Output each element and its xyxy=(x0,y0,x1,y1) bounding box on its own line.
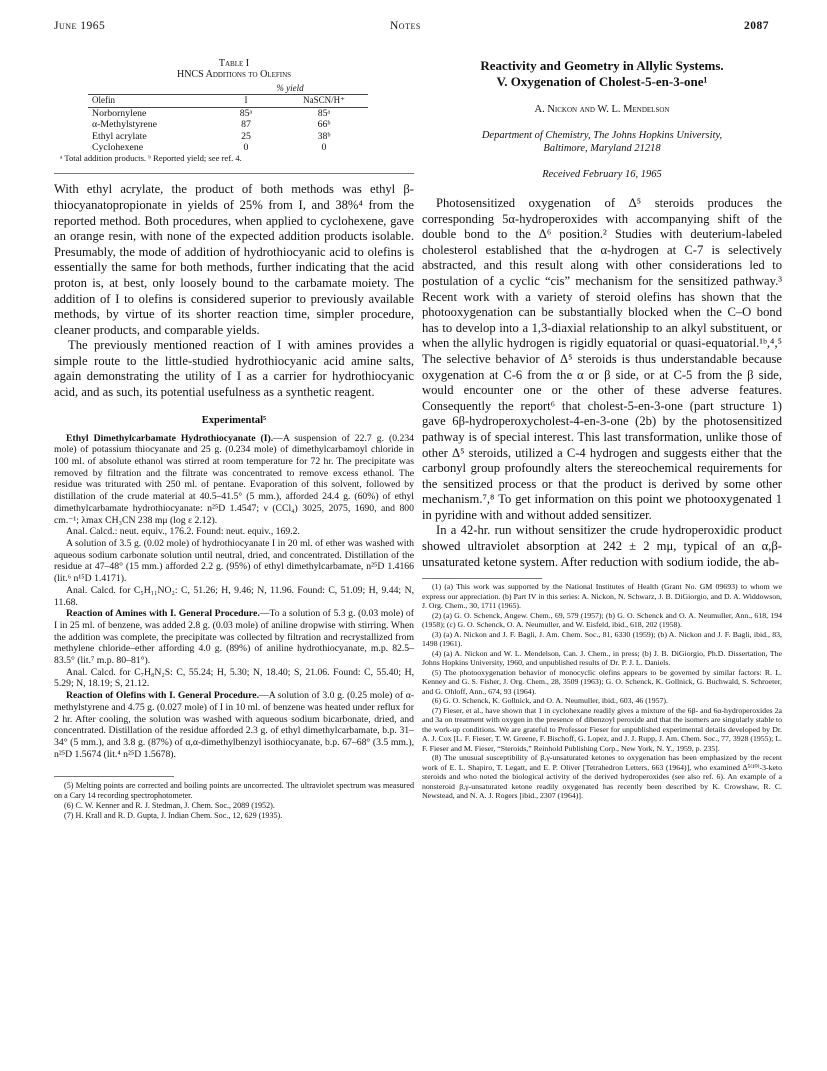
footnote: (5) The photooxygenation behavior of monocyclic olefins appears to be governed by similar factors: R. L. Kenney and G. S. Fisher, J. Org. Chem., 28, 3509 (1963); G. O. Schenck, K. Gollnick, G. Buchwald, S. Schroeter, and G. Ohloff, Ann., 674, 93 (1964). xyxy=(422,667,782,696)
table-cell: 85ᵃ xyxy=(239,107,253,119)
table-header-row xyxy=(88,95,368,107)
footnote: (5) Melting points are corrected and boiling points are uncorrected. The ultraviolet spectrum was measured on a Cary 14 recording spectrophotometer. xyxy=(54,781,414,801)
table-cell: 85ᵃ xyxy=(317,107,331,119)
table-cell: 0 xyxy=(321,142,327,154)
paragraph-lead: Ethyl Dimethylcarbamate Hydrothiocyanate (I). xyxy=(66,432,274,444)
table-title: HNCS Additions to Olefins xyxy=(176,69,292,80)
left-column xyxy=(54,58,414,821)
affiliation-city: Baltimore, Maryland 21218 xyxy=(543,143,661,154)
footnote-divider xyxy=(422,578,542,579)
table-cell: α-Methylstyrene xyxy=(92,119,157,131)
left-body xyxy=(54,182,414,400)
table-cell: 0 xyxy=(243,142,249,154)
paragraph: In a 42-hr. run without sensitizer the crude hydroperoxidic product showed ultraviolet absorption at 242 ± 2 mμ, typical of an α,β-unsaturated ketone system. After reduction with sodium iodide, the ab- xyxy=(422,523,782,569)
footnote: (8) The unusual susceptibility of β,γ-unsaturated ketones to oxygenation has been emphasized by the recent work of E. L. Shapiro, T. Legatt, and E. P. Oliver [Tetrahedron Letters, 663 (1964)], who examined Δ⁵⁽¹⁰⁾-3-keto steroids and who noted the biological activity of the derived hydroperoxides (see also ref. 6). An example of a nonsteroid β,γ-unsaturated ketone readily oxygenated has recently been described by K. Crowshaw, R. C. Newstead, and N. A. J. Rogers [ibid., 2307 (1964)]. xyxy=(422,753,782,801)
paragraph: A solution of 3.5 g. (0.02 mole) of hydrothiocyanate I in 20 ml. of ether was washed with aqueous sodium carbonate solution until neutral, dried, and concentrated. Distillation of the residue at 47–48° (15 mm.) afforded 2.2 g. (95%) of ethyl dimethylcarbamate, n²⁵D 1.4166 (lit.⁶ n¹⁵D 1.4171). xyxy=(54,537,414,585)
paragraph: Anal. Calcd. for C₇H₈N₂S: C, 55.24; H, 5.30; N, 18.40; S, 21.06. Found: C, 55.40; H, 5.29; N, 18.19; S, 21.12. xyxy=(54,666,414,690)
table-cell: Cyclohexene xyxy=(92,142,144,154)
paragraph: With ethyl acrylate, the product of both methods was ethyl β-thiocyanatopropionate in yields of 25% from I, and 38%⁴ from the reported method. Both procedures, when applied to cyclohexene, gave an orange resin, with none of the expected addition products isolable. Presumably, the mode of addition of hydrothiocyanic acid to olefins is essentially the same for both methods, further indicating that the acid proton is, at best, only loosely bound to the carbamate moiety. The addition of I to olefins is considered superior to previously available methods, by virtue of its shorter reaction time, simpler procedure, cleaner products, and comparable yields. xyxy=(54,182,414,337)
left-footnotes xyxy=(54,781,414,821)
table-row xyxy=(88,119,368,130)
table-row xyxy=(88,107,368,119)
running-header-section: Notes xyxy=(390,20,421,32)
divider xyxy=(54,173,414,174)
paragraph: The previously mentioned reaction of I with amines provides a simple route to the little-studied hydrothiocyanic acid amine salts, again demonstrating the utility of I as a carrier for hydrothiocyanic acid, and as such, its potential usefulness as a synthetic reagent. xyxy=(54,338,414,400)
footnote: (6) G. O. Schenck, K. Gollnick, and O. A. Neumuller, ibid., 603, 46 (1957). xyxy=(432,696,668,706)
table-row xyxy=(88,131,368,142)
table-row xyxy=(88,142,368,153)
yield-header: % yield xyxy=(276,83,304,93)
paragraph: Reaction of Amines with I. General Procedure.—To a solution of 5.3 g. (0.03 mole) of I in 25 ml. of benzene, was added 2.8 g. (0.03 mole) of aniline dropwise with stirring. When the addition was complete, the precipitate was collected by filtration and recrystallized from methylene chloride–ether affording 4.0 g. (89%) of aniline hydrothiocyanate, m.p. 82.5–83.5° (lit.⁷ m.p. 80–81°). xyxy=(54,608,414,667)
section-heading: Experimental⁵ xyxy=(201,414,267,426)
running-header-date: June 1965 xyxy=(54,20,106,32)
footnote: (1) (a) This work was supported by the National Institutes of Health (Grant No. GM 09693) to whom we express our appreciation. (b) Part IV in this series: A. Nickon, N. Schwarz, J. B. DiGiorgio, and D. A. Widdowson, J. Org. Chem., 30, 1711 (1965). xyxy=(422,582,782,611)
table-cell: Norbornylene xyxy=(92,107,147,119)
table-cell: 66ᵇ xyxy=(317,119,331,131)
table-cell: 87 xyxy=(241,119,251,131)
paragraph: Anal. Calcd. for C₅H₁₁NO₂: C, 51.26; H, 9.46; N, 11.96. Found: C, 51.09; H, 9.44; N, 11.68. xyxy=(54,584,414,608)
paragraph: Ethyl Dimethylcarbamate Hydrothiocyanate (I).—A suspension of 22.7 g. (0.234 mole) of potassium thiocyanate and 25 g. (0.234 mole) of dimethylcarbamoyl chloride in 100 ml. of absolute ethanol was stirred at room temperature for 72 hr. The precipitate was removed by filtration and the filtrate was concentrated to remove excess ethanol. The residue was triturated with 250 ml. of pentane. Evaporation of this solvent, followed by distillation of the crude material at 40.5–41.5° (5 mm.), afforded 24.4 g. (60%) of ethyl dimethylcarbamate hydrothiocyanate: n²⁵D 1.4547; ν (CCl₄) 3025, 2075, 1690, and 800 cm.⁻¹; λmax CH₃CN 238 mμ (log ε 2.12). xyxy=(54,432,415,526)
paragraph-lead: Reaction of Olefins with I. General Procedure. xyxy=(66,690,259,702)
table-cell: Ethyl acrylate xyxy=(92,130,147,142)
footnote-divider xyxy=(54,776,174,777)
paragraph: Photosensitized oxygenation of Δ⁵ steroids produces the corresponding 5α-hydroperoxides with accompanying shift of the double bond to the Δ⁶ position.² Studies with deuterium-labeled cholesterol established that the α-hydrogen at C-7 is selectively abstracted, and this result along with other considerations led to postulation of a cyclic “cis” mechanism for the sensitized pathway.³ Recent work with a variety of steroid olefins has shown that the photooxygenation can be substantially blocked when the C–O bond has to develop into a 1,3-diaxial relationship to an alkyl substituent, or when the allylic hydrogen is rigidly equatorial or quasi-equatorial.¹ᵇ,⁴,⁵ The selective behavior of Δ⁵ steroids is thus understandable because oxygenation at C-6 from the α or β side, or at C-5 from the β side, would encounter one or the other of these adverse features. Consequently the report⁶ that cholest-5-en-3-one (part structure 1) gave 6β-hydroperoxycholest-4-en-3-one (2b) by the photosensitized pathway is of special interest. This last transformation, unlike those of other Δ⁵ steroids, utilized a C-4 hydrogen and suggests either that the carbonyl group profoundly alters the stereochemical requirements for the sensitized process or that the product is derived by some other mechanism.⁷,⁸ To get information on this point we photooxygenated 1 in pyridine with and without added sensitizer. xyxy=(422,196,782,522)
paragraph-lead: Reaction of Amines with I. General Procedure. xyxy=(66,608,260,620)
page-number: 2087 xyxy=(744,20,769,32)
column-header: I xyxy=(244,95,248,106)
article-title-line2: V. Oxygenation of Cholest-5-en-3-one¹ xyxy=(496,74,708,89)
footnote: (4) (a) A. Nickon and W. L. Mendelson, Can. J. Chem., in press; (b) J. B. DiGiorgio, Ph.D. Dissertation, The Johns Hopkins University, 1960, and unpublished results of Dr. P. J. L. Daniels. xyxy=(422,648,782,668)
table-footnote: ᵃ Total addition products. ᵇ Reported yield; see ref. 4. xyxy=(60,153,242,164)
footnote: (7) Fieser, et al., have shown that 1 in cyclohexane readily gives a mixture of the 6β- and 6α-hydroperoxides 2a and 3a on treatment with oxygen in the presence of dibenzoyl peroxide and that the isomers are singularly stable to the work-up conditions. We are grateful to Professor Fieser for unpublished experimental details developed by Dr. A. J. Cox [L. F. Fieser, T. W. Greene, F. Bischoff, G. Lopez, and J. J. Rupp, J. Am. Chem. Soc., 77, 3928 (1955); L. F. Fieser and M. Fieser, “Steroids,” Reinhold Publishing Corp., New York, N. Y., 1959, p. 235]. xyxy=(422,705,782,753)
right-column xyxy=(422,58,782,801)
footnote: (3) (a) A. Nickon and J. F. Bagli, J. Am. Chem. Soc., 81, 6330 (1959); (b) A. Nickon and J. F. Bagli, ibid., 83, 1498 (1961). xyxy=(422,629,782,649)
column-header: NaSCN/H⁺ xyxy=(303,95,345,106)
column-header: Olefin xyxy=(92,95,115,106)
footnote: (2) (a) G. O. Schenck, Angew. Chem., 69, 579 (1957); (b) G. O. Schenck and O. A. Neumuller, Ann., 618, 194 (1958); (c) G. O. Schenck, O. A. Neumuller, and W. Eisfeld, ibid., 618, 202 (1958). xyxy=(422,610,782,630)
yield-table xyxy=(88,83,368,153)
footnote: (7) H. Krall and R. D. Gupta, J. Indian Chem. Soc., 12, 629 (1935). xyxy=(64,811,283,821)
table-cell: 38ᵇ xyxy=(317,130,331,142)
experimental-section xyxy=(54,433,414,761)
right-body xyxy=(422,196,782,570)
affiliation: Department of Chemistry, The Johns Hopkins University, xyxy=(481,130,723,141)
paragraph: Reaction of Olefins with I. General Procedure.—A solution of 3.0 g. (0.25 mole) of α-methylstyrene and 4.75 g. (0.027 mole) of I in 10 ml. of benzene was heated under reflux for 2 hr. After cooling, the solution was washed with aqueous sodium bicarbonate, dried, and concentrated. Distillation of the residue afforded 2.3 g. of ethyl dimethylcarbamate, b.p. 31–34° (5 mm.), and 3.8 g. (87%) of α,α-dimethylbenzyl isothiocyanate, b.p. 67–68° (3.5 mm.), n²⁵D 1.5674 (lit.⁴ n²⁵D 1.5678). xyxy=(54,690,414,760)
table-cell: 25 xyxy=(241,130,251,142)
article-authors: A. Nickon and W. L. Mendelson xyxy=(534,104,670,115)
paragraph: Anal. Calcd.: neut. equiv., 176.2. Found: neut. equiv., 169.2. xyxy=(66,526,300,538)
received-date: Received February 16, 1965 xyxy=(542,169,662,180)
article-title-line1: Reactivity and Geometry in Allylic Systems. xyxy=(480,58,724,73)
right-footnotes xyxy=(422,582,782,801)
footnote: (6) C. W. Kenner and R. J. Stedman, J. Chem. Soc., 2089 (1952). xyxy=(64,801,275,811)
table-caption: Table I xyxy=(218,58,250,69)
